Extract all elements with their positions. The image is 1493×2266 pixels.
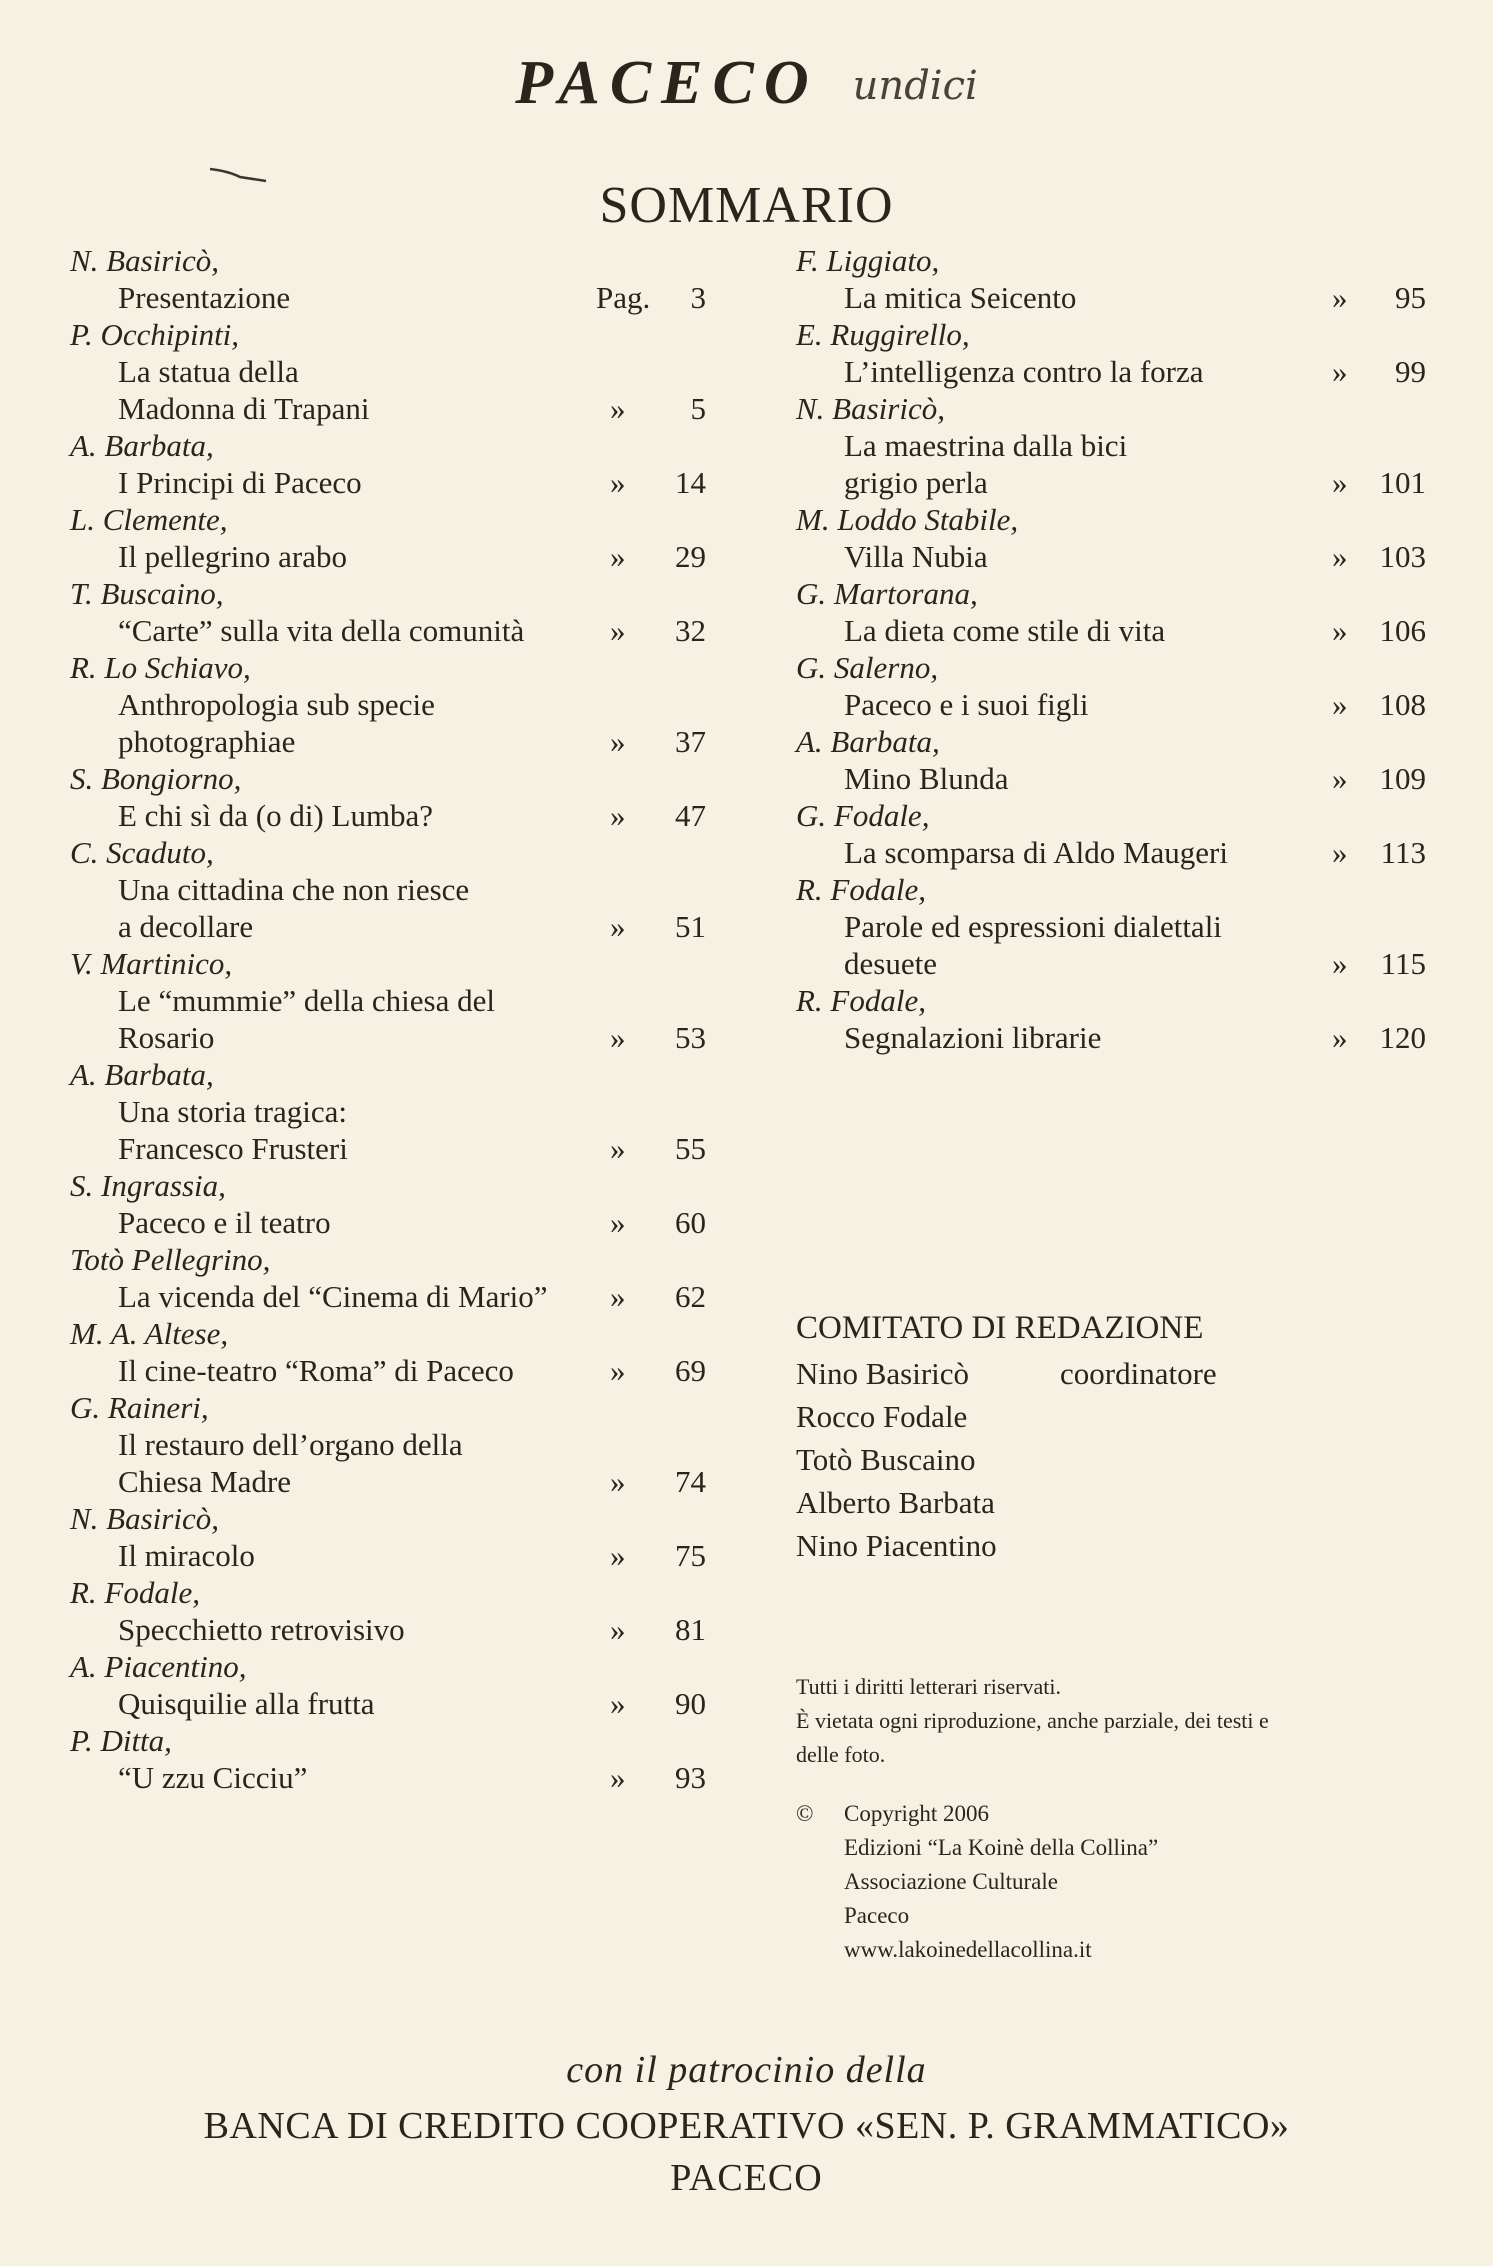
toc-entry xyxy=(70,1500,706,1574)
toc-title-line xyxy=(796,279,1426,316)
page-number: 60 xyxy=(675,1205,706,1240)
toc-title-text: Paceco e il teatro xyxy=(118,1205,331,1240)
toc-title-text: Il miracolo xyxy=(118,1538,255,1573)
toc-title-line xyxy=(70,1278,706,1315)
page-ditto-mark: » xyxy=(610,1686,626,1721)
committee-member xyxy=(796,1352,1436,1395)
page-number: 32 xyxy=(675,613,706,648)
toc-entry xyxy=(796,797,1426,871)
copyright-text: Edizioni “La Koinè della Collina” xyxy=(844,1835,1159,1860)
page-ditto-mark: » xyxy=(610,724,626,759)
toc-author: P. Occhipinti, xyxy=(70,317,240,352)
toc-author: M. A. Altese, xyxy=(70,1316,229,1351)
toc-title-text: Rosario xyxy=(118,1020,215,1055)
toc-author: S. Bongiorno, xyxy=(70,761,242,796)
page-number: 74 xyxy=(675,1464,706,1499)
page-ditto-mark: » xyxy=(1332,946,1348,981)
toc-author: R. Fodale, xyxy=(796,872,926,907)
toc-title-text: Specchietto retrovisivo xyxy=(118,1612,405,1647)
copyright-text: www.lakoinedellacollina.it xyxy=(844,1937,1092,1962)
page-ditto-mark: » xyxy=(610,1612,626,1647)
toc-entry xyxy=(70,1648,706,1722)
toc-entry xyxy=(70,760,706,834)
page-number: 115 xyxy=(1380,946,1426,981)
page-ditto-mark: » xyxy=(610,613,626,648)
copyright-line xyxy=(796,1899,1446,1933)
committee-member xyxy=(796,1438,1436,1481)
rights-line: Tutti i diritti letterari riservati. xyxy=(796,1674,1061,1699)
toc-title-text: Villa Nubia xyxy=(844,539,988,574)
toc-entry xyxy=(70,316,706,427)
page-ditto-mark: » xyxy=(1332,613,1348,648)
toc-entry xyxy=(70,1056,706,1167)
toc-title-line xyxy=(70,1685,706,1722)
page-ditto-mark: » xyxy=(1332,835,1348,870)
toc-title-line xyxy=(796,538,1426,575)
toc-entry xyxy=(796,575,1426,649)
committee-member xyxy=(796,1395,1436,1438)
toc-title-line xyxy=(796,427,1426,464)
page-number: 90 xyxy=(675,1686,706,1721)
patron-bank-name: BANCA DI CREDITO COOPERATIVO «SEN. P. GRAMMATICO» xyxy=(203,2105,1290,2147)
toc-title-text: Il cine-teatro “Roma” di Paceco xyxy=(118,1353,514,1388)
toc-author: R. Lo Schiavo, xyxy=(70,650,251,685)
page-ditto-mark: » xyxy=(1332,761,1348,796)
toc-title-line xyxy=(796,760,1426,797)
toc-entry xyxy=(70,501,706,575)
toc-title-line xyxy=(796,834,1426,871)
toc-author: G. Martorana, xyxy=(796,576,978,611)
toc-author: R. Fodale, xyxy=(796,983,926,1018)
toc-title-text: Segnalazioni librarie xyxy=(844,1020,1102,1055)
toc-author: P. Ditta, xyxy=(70,1723,172,1758)
toc-author: A. Barbata, xyxy=(70,428,214,463)
page-number: 29 xyxy=(675,539,706,574)
toc-title-line xyxy=(70,1204,706,1241)
editorial-committee xyxy=(796,1306,1436,1567)
toc-title-text: Madonna di Trapani xyxy=(118,391,370,426)
page-ditto-mark: » xyxy=(610,391,626,426)
toc-author: T. Buscaino, xyxy=(70,576,224,611)
toc-author: L. Clemente, xyxy=(70,502,228,537)
toc-title-line xyxy=(70,353,706,390)
toc-title-line xyxy=(70,1130,706,1167)
toc-title-text: grigio perla xyxy=(844,465,988,500)
toc-title-text: Mino Blunda xyxy=(844,761,1009,796)
page-header xyxy=(0,48,1493,119)
toc-title-text: E chi sì da (o di) Lumba? xyxy=(118,798,434,833)
contents-right-column xyxy=(796,242,1426,1056)
toc-author: R. Fodale, xyxy=(70,1575,200,1610)
page-number: 81 xyxy=(675,1612,706,1647)
page-number: 37 xyxy=(675,724,706,759)
toc-title-line xyxy=(70,1537,706,1574)
toc-author: A. Barbata, xyxy=(796,724,940,759)
toc-entry xyxy=(70,1722,706,1796)
copyright-text: Copyright 2006 xyxy=(844,1801,990,1826)
toc-title-line xyxy=(70,1352,706,1389)
page-ditto-mark: » xyxy=(610,1464,626,1499)
toc-title-text: La mitica Seicento xyxy=(844,280,1077,315)
toc-title-line xyxy=(70,908,706,945)
toc-title-text: La statua della xyxy=(118,354,299,389)
contents-left-column xyxy=(70,242,706,1796)
toc-entry xyxy=(70,834,706,945)
page-ditto-mark: » xyxy=(610,1538,626,1573)
toc-entry xyxy=(796,982,1426,1056)
toc-title-line xyxy=(70,797,706,834)
toc-entry xyxy=(70,427,706,501)
toc-title-line xyxy=(70,538,706,575)
toc-title-line xyxy=(796,464,1426,501)
toc-author: F. Liggiato, xyxy=(796,243,940,278)
toc-title-text: a decollare xyxy=(118,909,254,944)
page-ditto-mark: » xyxy=(610,1279,626,1314)
toc-author: G. Fodale, xyxy=(796,798,930,833)
toc-author: Totò Pellegrino, xyxy=(70,1242,271,1277)
toc-title-line xyxy=(70,1426,706,1463)
page-ditto-mark: » xyxy=(610,465,626,500)
page-number: 69 xyxy=(675,1353,706,1388)
toc-entry xyxy=(70,1574,706,1648)
copyright-icon: © xyxy=(796,1801,814,1826)
member-name: Nino Piacentino xyxy=(796,1528,997,1563)
page-ditto-mark: » xyxy=(610,1020,626,1055)
page-number: 106 xyxy=(1379,613,1426,648)
toc-title-text: Una cittadina che non riesce xyxy=(118,872,470,907)
member-role: coordinatore xyxy=(1060,1356,1217,1391)
page-number: 93 xyxy=(675,1760,706,1795)
toc-entry xyxy=(796,871,1426,982)
toc-entry xyxy=(796,316,1426,390)
toc-title-text: Il restauro dell’organo della xyxy=(118,1427,463,1462)
toc-title-line xyxy=(796,612,1426,649)
toc-title-line xyxy=(70,723,706,760)
page-ditto-mark: » xyxy=(1332,1020,1348,1055)
toc-title-text: La maestrina dalla bici xyxy=(844,428,1128,463)
rights-line: delle foto. xyxy=(796,1742,886,1767)
handwritten-issue-note: undici xyxy=(852,63,978,109)
toc-author: E. Ruggirello, xyxy=(796,317,970,352)
page-ditto-mark: » xyxy=(1332,280,1348,315)
toc-title-line xyxy=(796,353,1426,390)
toc-title-text: Francesco Frusteri xyxy=(118,1131,348,1166)
toc-entry xyxy=(796,501,1426,575)
page-number: 101 xyxy=(1379,465,1426,500)
toc-title-text: Le “mummie” della chiesa del xyxy=(118,983,495,1018)
toc-title-text: La vicenda del “Cinema di Mario” xyxy=(118,1279,548,1314)
toc-author: G. Salerno, xyxy=(796,650,939,685)
toc-title-text: La scomparsa di Aldo Maugeri xyxy=(844,835,1228,870)
member-name: Rocco Fodale xyxy=(796,1399,968,1434)
member-name: Nino Basiricò xyxy=(796,1356,970,1391)
page-number: 53 xyxy=(675,1020,706,1055)
toc-title-text: Chiesa Madre xyxy=(118,1464,292,1499)
toc-title-text: L’intelligenza contro la forza xyxy=(844,354,1204,389)
toc-entry xyxy=(796,242,1426,316)
page-number: 62 xyxy=(675,1279,706,1314)
toc-entry xyxy=(70,1389,706,1500)
page-number: 47 xyxy=(675,798,706,833)
page-ditto-mark: » xyxy=(610,798,626,833)
page-ditto-mark: » xyxy=(610,1353,626,1388)
committee-member xyxy=(796,1481,1436,1524)
page-ditto-mark: » xyxy=(1332,465,1348,500)
patronage-intro: con il patrocinio della xyxy=(566,2049,927,2091)
toc-author: A. Barbata, xyxy=(70,1057,214,1092)
copyright-text: Paceco xyxy=(844,1903,910,1928)
toc-title-text: Una storia tragica: xyxy=(118,1094,347,1129)
page-ditto-mark: » xyxy=(610,1760,626,1795)
toc-title-line xyxy=(796,686,1426,723)
rights-notice xyxy=(796,1670,1446,1772)
member-name: Alberto Barbata xyxy=(796,1485,995,1520)
toc-title-line xyxy=(70,871,706,908)
toc-title-text: desuete xyxy=(844,946,937,981)
page-number: 103 xyxy=(1379,539,1426,574)
toc-author: N. Basiricò, xyxy=(70,1501,219,1536)
rights-line: È vietata ogni riproduzione, anche parziale, dei testi e xyxy=(796,1708,1269,1733)
toc-entry xyxy=(70,242,706,316)
page-number: 14 xyxy=(675,465,706,500)
toc-title-line xyxy=(70,1463,706,1500)
toc-entry xyxy=(70,1167,706,1241)
toc-title-text: Quisquilie alla frutta xyxy=(118,1686,375,1721)
toc-entry xyxy=(70,575,706,649)
toc-title-line xyxy=(70,982,706,1019)
toc-title-line xyxy=(70,686,706,723)
toc-title-line xyxy=(796,945,1426,982)
toc-author: S. Ingrassia, xyxy=(70,1168,226,1203)
page-number: 113 xyxy=(1380,835,1426,870)
toc-author: V. Martinico, xyxy=(70,946,233,981)
toc-title-text: Parole ed espressioni dialettali xyxy=(844,909,1222,944)
toc-title-line xyxy=(70,1093,706,1130)
toc-author: G. Raineri, xyxy=(70,1390,209,1425)
toc-title-line xyxy=(70,1611,706,1648)
toc-entry xyxy=(796,390,1426,501)
toc-title-text: I Principi di Paceco xyxy=(118,465,362,500)
toc-title-line xyxy=(70,1759,706,1796)
toc-author: C. Scaduto, xyxy=(70,835,214,870)
page-number: 95 xyxy=(1395,280,1426,315)
toc-title-text: “Carte” sulla vita della comunità xyxy=(118,613,525,648)
toc-title-line xyxy=(796,1019,1426,1056)
toc-entry xyxy=(70,1241,706,1315)
toc-title-line xyxy=(70,279,706,316)
toc-title-line xyxy=(70,612,706,649)
committee-members xyxy=(796,1352,1436,1567)
page-ditto-mark: » xyxy=(1332,687,1348,722)
toc-entry xyxy=(70,945,706,1056)
copyright-line xyxy=(796,1831,1446,1865)
toc-title-line xyxy=(70,1019,706,1056)
toc-title-text: “U zzu Cicciu” xyxy=(118,1760,308,1795)
toc-title-text: La dieta come stile di vita xyxy=(844,613,1166,648)
member-name: Totò Buscaino xyxy=(796,1442,976,1477)
toc-title-line xyxy=(70,390,706,427)
page-ditto-mark: » xyxy=(1332,354,1348,389)
page-number: 99 xyxy=(1395,354,1426,389)
toc-title-text: photographiae xyxy=(118,724,296,759)
toc-title-text: Anthropologia sub specie xyxy=(118,687,435,722)
toc-author: N. Basiricò, xyxy=(796,391,945,426)
magazine-title: PACECO xyxy=(515,49,819,117)
page-ditto-mark: » xyxy=(1332,539,1348,574)
page-ditto-mark: » xyxy=(610,909,626,944)
toc-title-text: Presentazione xyxy=(118,280,291,315)
page-number: 75 xyxy=(675,1538,706,1573)
toc-author: A. Piacentino, xyxy=(70,1649,247,1684)
page-number: 108 xyxy=(1379,687,1426,722)
copyright-block xyxy=(796,1797,1446,1967)
page-number: 51 xyxy=(675,909,706,944)
website-text xyxy=(796,1933,1446,1967)
page-number: 109 xyxy=(1379,761,1426,796)
toc-author: M. Loddo Stabile, xyxy=(796,502,1019,537)
patron-place: PACECO xyxy=(670,2157,823,2199)
committee-member xyxy=(796,1524,1436,1567)
copyright-text: Associazione Culturale xyxy=(844,1869,1058,1894)
page-label: Pag. xyxy=(596,280,651,315)
toc-entry xyxy=(70,649,706,760)
page-number: 120 xyxy=(1379,1020,1426,1055)
toc-title-text: Paceco e i suoi figli xyxy=(844,687,1089,722)
page-number: 5 xyxy=(690,391,706,426)
copyright-line xyxy=(796,1865,1446,1899)
copyright-line xyxy=(796,1797,1446,1831)
committee-heading: COMITATO DI REDAZIONE xyxy=(796,1310,1204,1346)
page-ditto-mark: » xyxy=(610,539,626,574)
page-ditto-mark: » xyxy=(610,1131,626,1166)
page-ditto-mark: » xyxy=(610,1205,626,1240)
toc-author: N. Basiricò, xyxy=(70,243,219,278)
toc-entry xyxy=(796,723,1426,797)
page-number: 55 xyxy=(675,1131,706,1166)
page-number: 3 xyxy=(690,280,706,315)
toc-entry xyxy=(70,1315,706,1389)
toc-entry xyxy=(796,649,1426,723)
section-heading: SOMMARIO xyxy=(599,177,894,234)
toc-title-line xyxy=(796,908,1426,945)
toc-title-text: Il pellegrino arabo xyxy=(118,539,347,574)
toc-title-line xyxy=(70,464,706,501)
